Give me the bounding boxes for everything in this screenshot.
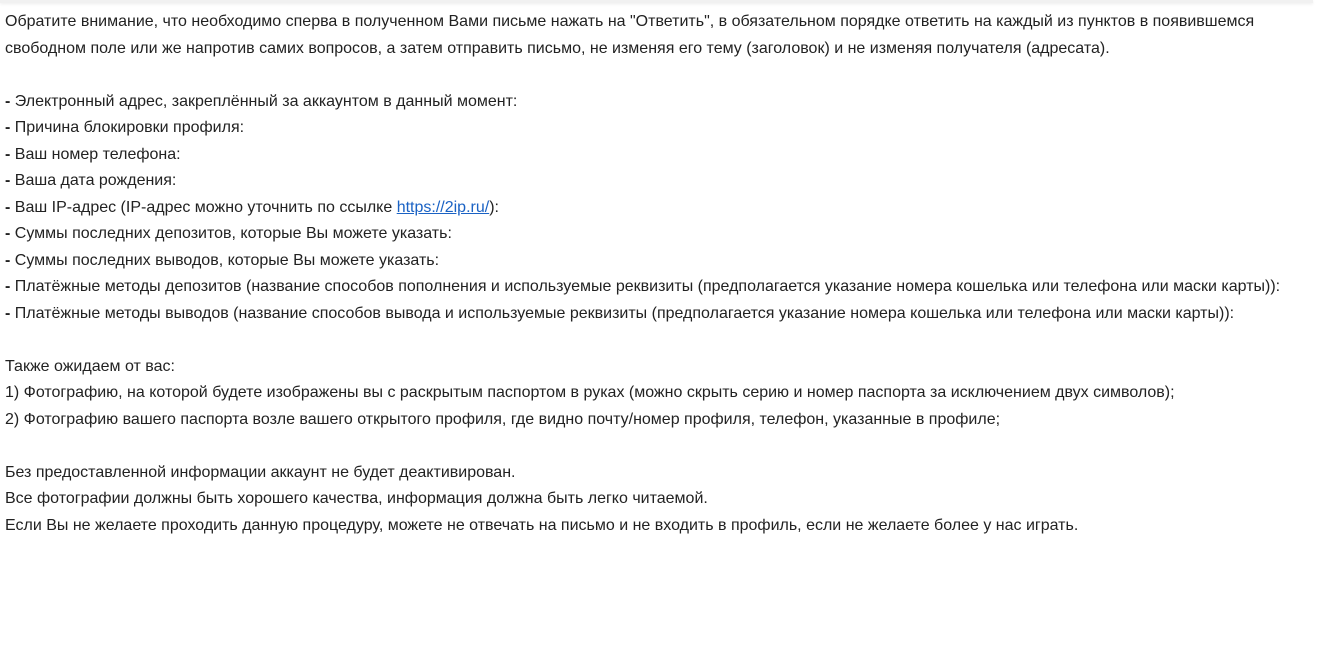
dash: - [5,119,11,136]
closing-line: Если Вы не желаете проходить данную процедуру, можете не отвечать на письмо и не входить в профиль, если не желаете более у нас играть. [5,516,1079,534]
question-item: - Платёжные методы депозитов (название способов пополнения и используемые реквизиты (предполагается указание номера кошелька или телефона или маски карты)): [5,278,1281,295]
top-divider [0,0,1313,3]
request-item: 1) Фотографию, на которой будете изображены вы с раскрытым паспортом в руках (можно скрыть серию и номер паспорта за исключением двух символов); [5,384,1175,401]
dash: - [5,198,11,216]
dash: - [5,251,11,269]
closing-line: Все фотографии должны быть хорошего качества, информация должна быть легко читаемой. [5,490,708,507]
closing-line: Без предоставленной информации аккаунт не будет деактивирован. [5,463,516,481]
question-item: - Электронный адрес, закреплённый за аккаунтом в данный момент: [5,92,518,110]
request-item: 2) Фотографию вашего паспорта возле вашего открытого профиля, где видно почту/номер профиля, телефон, указанные в профиле; [5,410,1001,428]
dash: - [5,92,11,110]
intro-paragraph: Обратите внимание, что необходимо сперва в полученном Вами письме нажать на "Ответить", в обязательном порядке ответить на каждый из пунктов в появившемся свободном поле или же напротив самих вопросов, а затем отправить письмо, не изменяя его тему (заголовок) и не изменяя получателя (адресата). [5,13,1255,57]
question-item: - Ваш номер телефона: [5,145,181,163]
dash: - [5,145,11,163]
question-item-ip: - Ваш IP-адрес (IP-адрес можно уточнить по ссылке https://2ip.ru/): [5,198,499,216]
question-item: - Суммы последних выводов, которые Вы можете указать: [5,251,440,269]
also-heading: Также ожидаем от вас: [5,357,175,375]
question-item: - Причина блокировки профиля: [5,119,245,136]
dash: - [5,172,11,189]
dash: - [5,278,11,295]
dash: - [5,304,11,322]
ip-check-link[interactable]: https://2ip.ru/ [396,198,490,216]
dash: - [5,225,11,242]
question-item: - Платёжные методы выводов (название способов вывода и используемые реквизиты (предполагается указание номера кошелька или телефона или маски карты)): [5,304,1235,322]
question-item: - Суммы последних депозитов, которые Вы можете указать: [5,225,452,242]
question-item: - Ваша дата рождения: [5,172,177,189]
email-body [5,9,1310,539]
